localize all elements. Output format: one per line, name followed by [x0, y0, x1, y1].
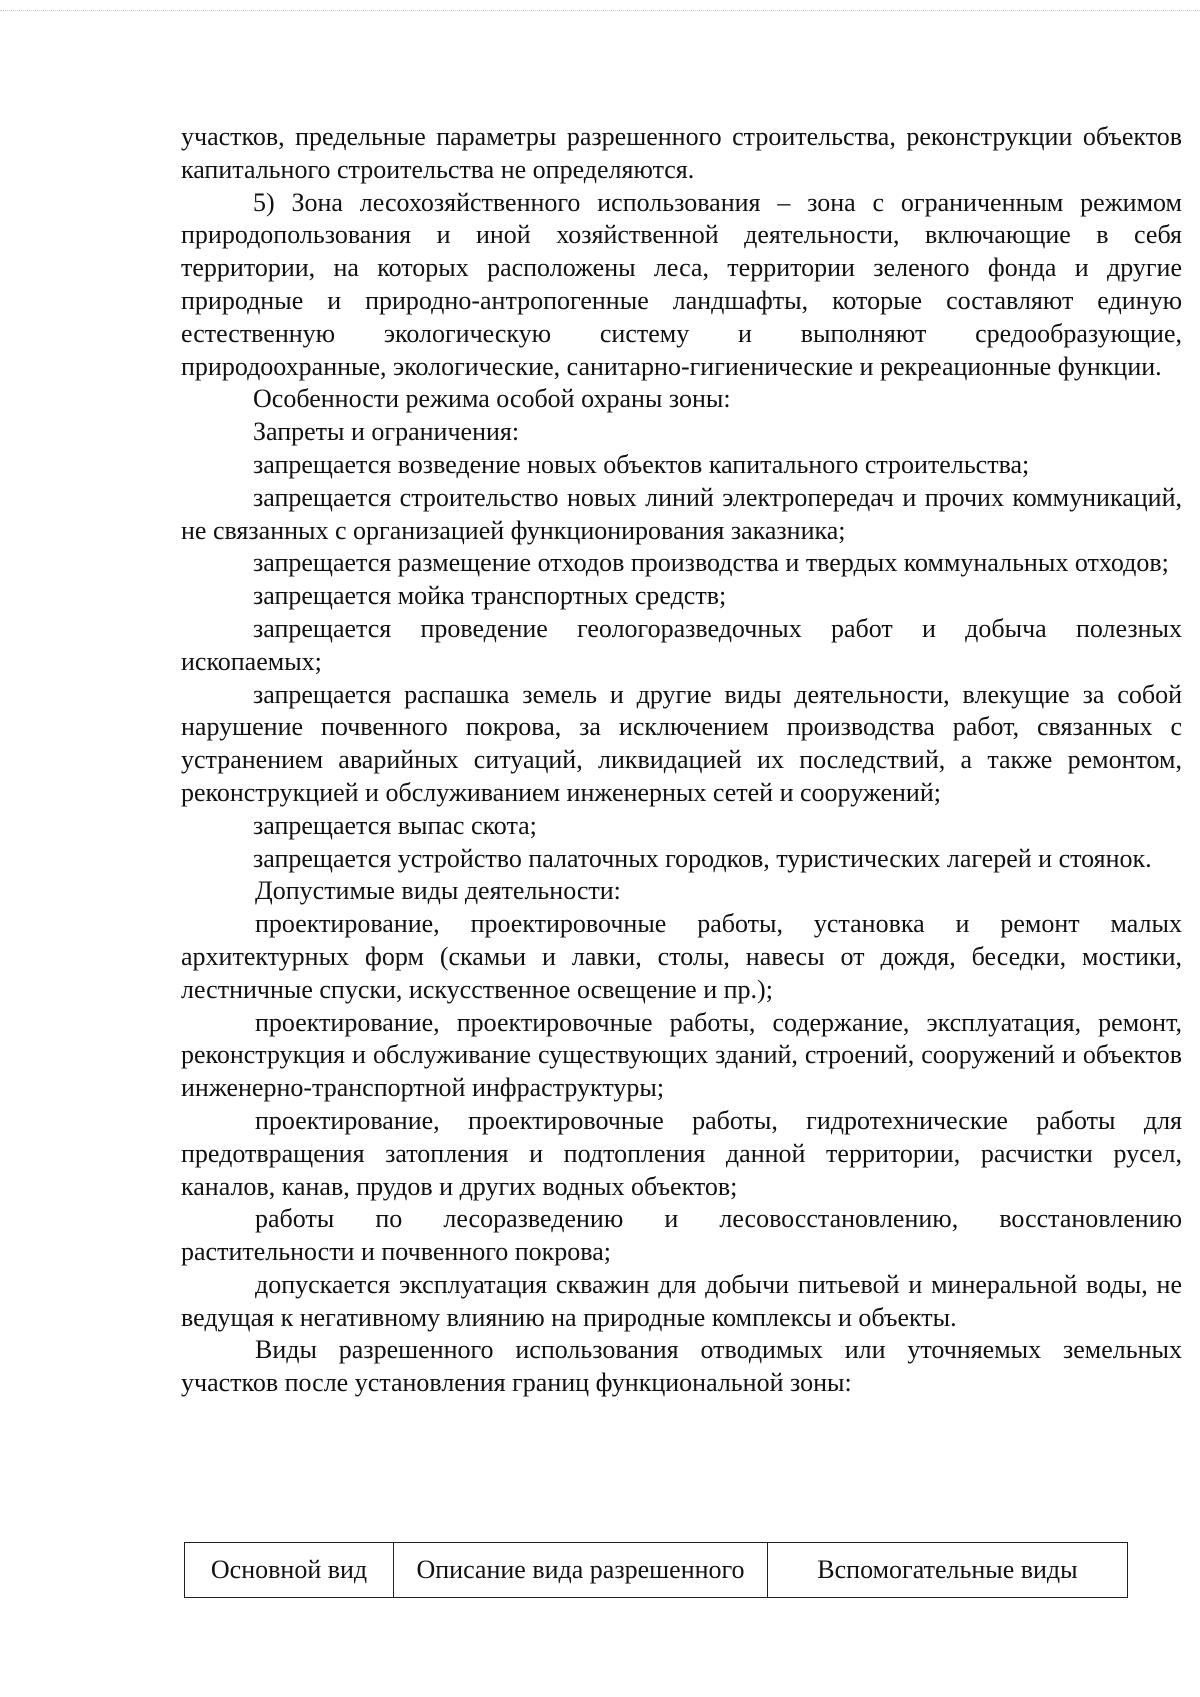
table-header-row: [185, 1543, 1128, 1598]
table-header-main-type: Основной вид: [185, 1543, 394, 1598]
prohibition-item: запрещается проведение геологоразведочных работ и добыча полезных ископаемых;: [181, 613, 1182, 676]
prohibitions-heading: Запреты и ограничения:: [253, 417, 520, 447]
permitted-activity-item: проектирование, проектировочные работы, установка и ремонт малых архитектурных форм (скамьи и лавки, столы, навесы от дождя, беседки, мостики, лестничные спуски, искусственное освещение и пр.);: [181, 909, 1182, 1004]
prohibition-item: запрещается выпас скота;: [253, 810, 537, 840]
permitted-activities-heading: Допустимые виды деятельности:: [255, 876, 621, 906]
prohibition-item: запрещается размещение отходов производства и твердых коммунальных отходов;: [253, 548, 1169, 578]
permitted-activity-item: работы по лесоразведению и лесовосстановлению, восстановлению растительности и почвенного покрова;: [181, 1204, 1182, 1267]
document-body: [181, 121, 1182, 1400]
prohibition-item: запрещается устройство палаточных городков, туристических лагерей и стоянок.: [253, 843, 1152, 873]
land-use-table: [184, 1542, 1128, 1598]
zone-5-definition-paragraph: 5) Зона лесохозяйственного использования – зона с ограниченным режимом природопользования и иной хозяйственной деятельности, включающие в себя территории, на которых расположены леса, территории зеленого фонда и другие природные и природно-антропогенные ландшафты, которые составляют единую естественную экологическую систему и выполняют средообразующие, природоохранные, экологические, санитарно-гигиенические и рекреационные функции.: [181, 187, 1182, 381]
special-protection-heading: Особенности режима особой охраны зоны:: [253, 384, 731, 414]
land-use-types-intro: Виды разрешенного использования отводимых или уточняемых земельных участков после установления границ функциональной зоны:: [181, 1335, 1182, 1398]
permitted-activity-item: проектирование, проектировочные работы, содержание, эксплуатация, ремонт, реконструкция и обслуживание существующих зданий, строений, сооружений и объектов инженерно-транспортной инфраструктуры;: [181, 1007, 1182, 1103]
scan-top-edge: [0, 10, 1200, 11]
permitted-activity-item: проектирование, проектировочные работы, гидротехнические работы для предотвращения затопления и подтопления данной территории, расчистки русел, каналов, канав, прудов и других водных объектов;: [181, 1105, 1182, 1201]
prohibition-item: запрещается возведение новых объектов капитального строительства;: [253, 449, 1030, 479]
prohibition-item: запрещается распашка земель и другие виды деятельности, влекущие за собой нарушение почвенного покрова, за исключением производства работ, связанных с устранением аварийных ситуаций, ликвидацией их последствий, а также ремонтом, реконструкцией и обслуживанием инженерных сетей и сооружений;: [181, 679, 1182, 807]
continuation-paragraph: участков, предельные параметры разрешенного строительства, реконструкции объектов капитального строительства не определяются.: [181, 122, 1182, 184]
prohibition-item: запрещается мойка транспортных средств;: [253, 581, 727, 611]
permitted-activity-item: допускается эксплуатация скважин для добычи питьевой и минеральной воды, не ведущая к негативному влиянию на природные комплексы и объекты.: [181, 1269, 1182, 1332]
table-header-description: Описание вида разрешенного: [394, 1543, 768, 1598]
table-header-auxiliary-types: Вспомогательные виды: [767, 1543, 1127, 1598]
prohibition-item: запрещается строительство новых линий электропередач и прочих коммуникаций, не связанных с организацией функционирования заказника;: [181, 482, 1182, 545]
